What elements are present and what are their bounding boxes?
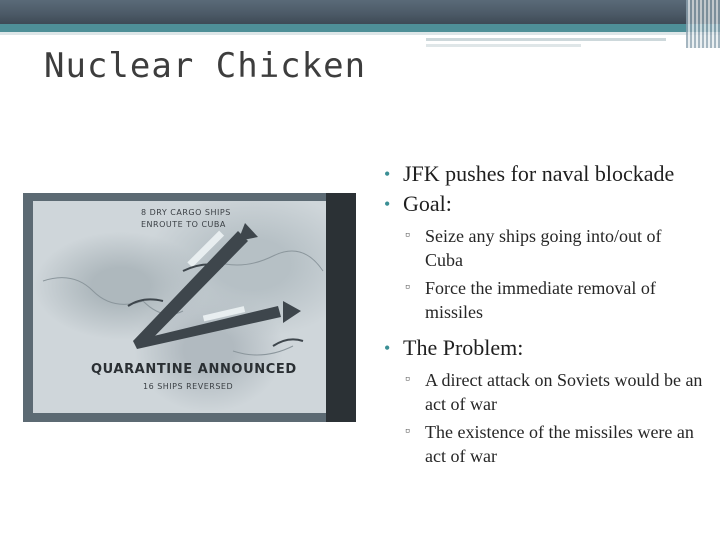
sub-bullet-text: Seize any ships going into/out of Cuba [425, 226, 662, 270]
accent-stripe [0, 24, 720, 32]
corner-stripes [686, 0, 720, 48]
sub-bullet-icon: ▫ [405, 280, 410, 295]
sub-bullet-icon: ▫ [405, 228, 410, 243]
sub-bullet-item [383, 420, 703, 468]
bullet-text: Goal: [403, 191, 452, 216]
bullet-list [383, 160, 703, 478]
sub-bullet-item [383, 276, 703, 324]
bullet-text: JFK pushes for naval blockade [403, 161, 675, 186]
top-decorative-band [0, 0, 720, 24]
slide-title: Nuclear Chicken [44, 46, 367, 86]
bullet-item [383, 190, 703, 218]
bullet-icon: • [384, 194, 391, 214]
sub-bullet-list [383, 368, 703, 468]
sub-bullet-list [383, 224, 703, 324]
decorative-rule [426, 44, 581, 47]
sub-bullet-icon: ▫ [405, 372, 410, 387]
photo-dark-edge [326, 193, 356, 422]
map-label: 16 SHIPS REVERSED [143, 382, 234, 391]
map-label: 8 DRY CARGO SHIPS [141, 208, 231, 217]
bullet-text: The Problem: [403, 335, 524, 360]
bullet-icon: • [384, 338, 391, 358]
map-label: ENROUTE TO CUBA [141, 220, 226, 229]
map-headline: QUARANTINE ANNOUNCED [91, 362, 297, 377]
sub-bullet-text: A direct attack on Soviets would be an act of war [425, 370, 703, 414]
accent-stripe-light [0, 32, 720, 35]
sub-bullet-text: The existence of the missiles were an act of war [425, 422, 694, 466]
historical-map-photo [23, 193, 356, 422]
sub-bullet-text: Force the immediate removal of missiles [425, 278, 656, 322]
sub-bullet-item [383, 224, 703, 272]
bullet-item [383, 334, 703, 362]
sub-bullet-icon: ▫ [405, 424, 410, 439]
decorative-rule [426, 38, 666, 41]
bullet-icon: • [384, 164, 391, 184]
bullet-item [383, 160, 703, 188]
sub-bullet-item [383, 368, 703, 416]
